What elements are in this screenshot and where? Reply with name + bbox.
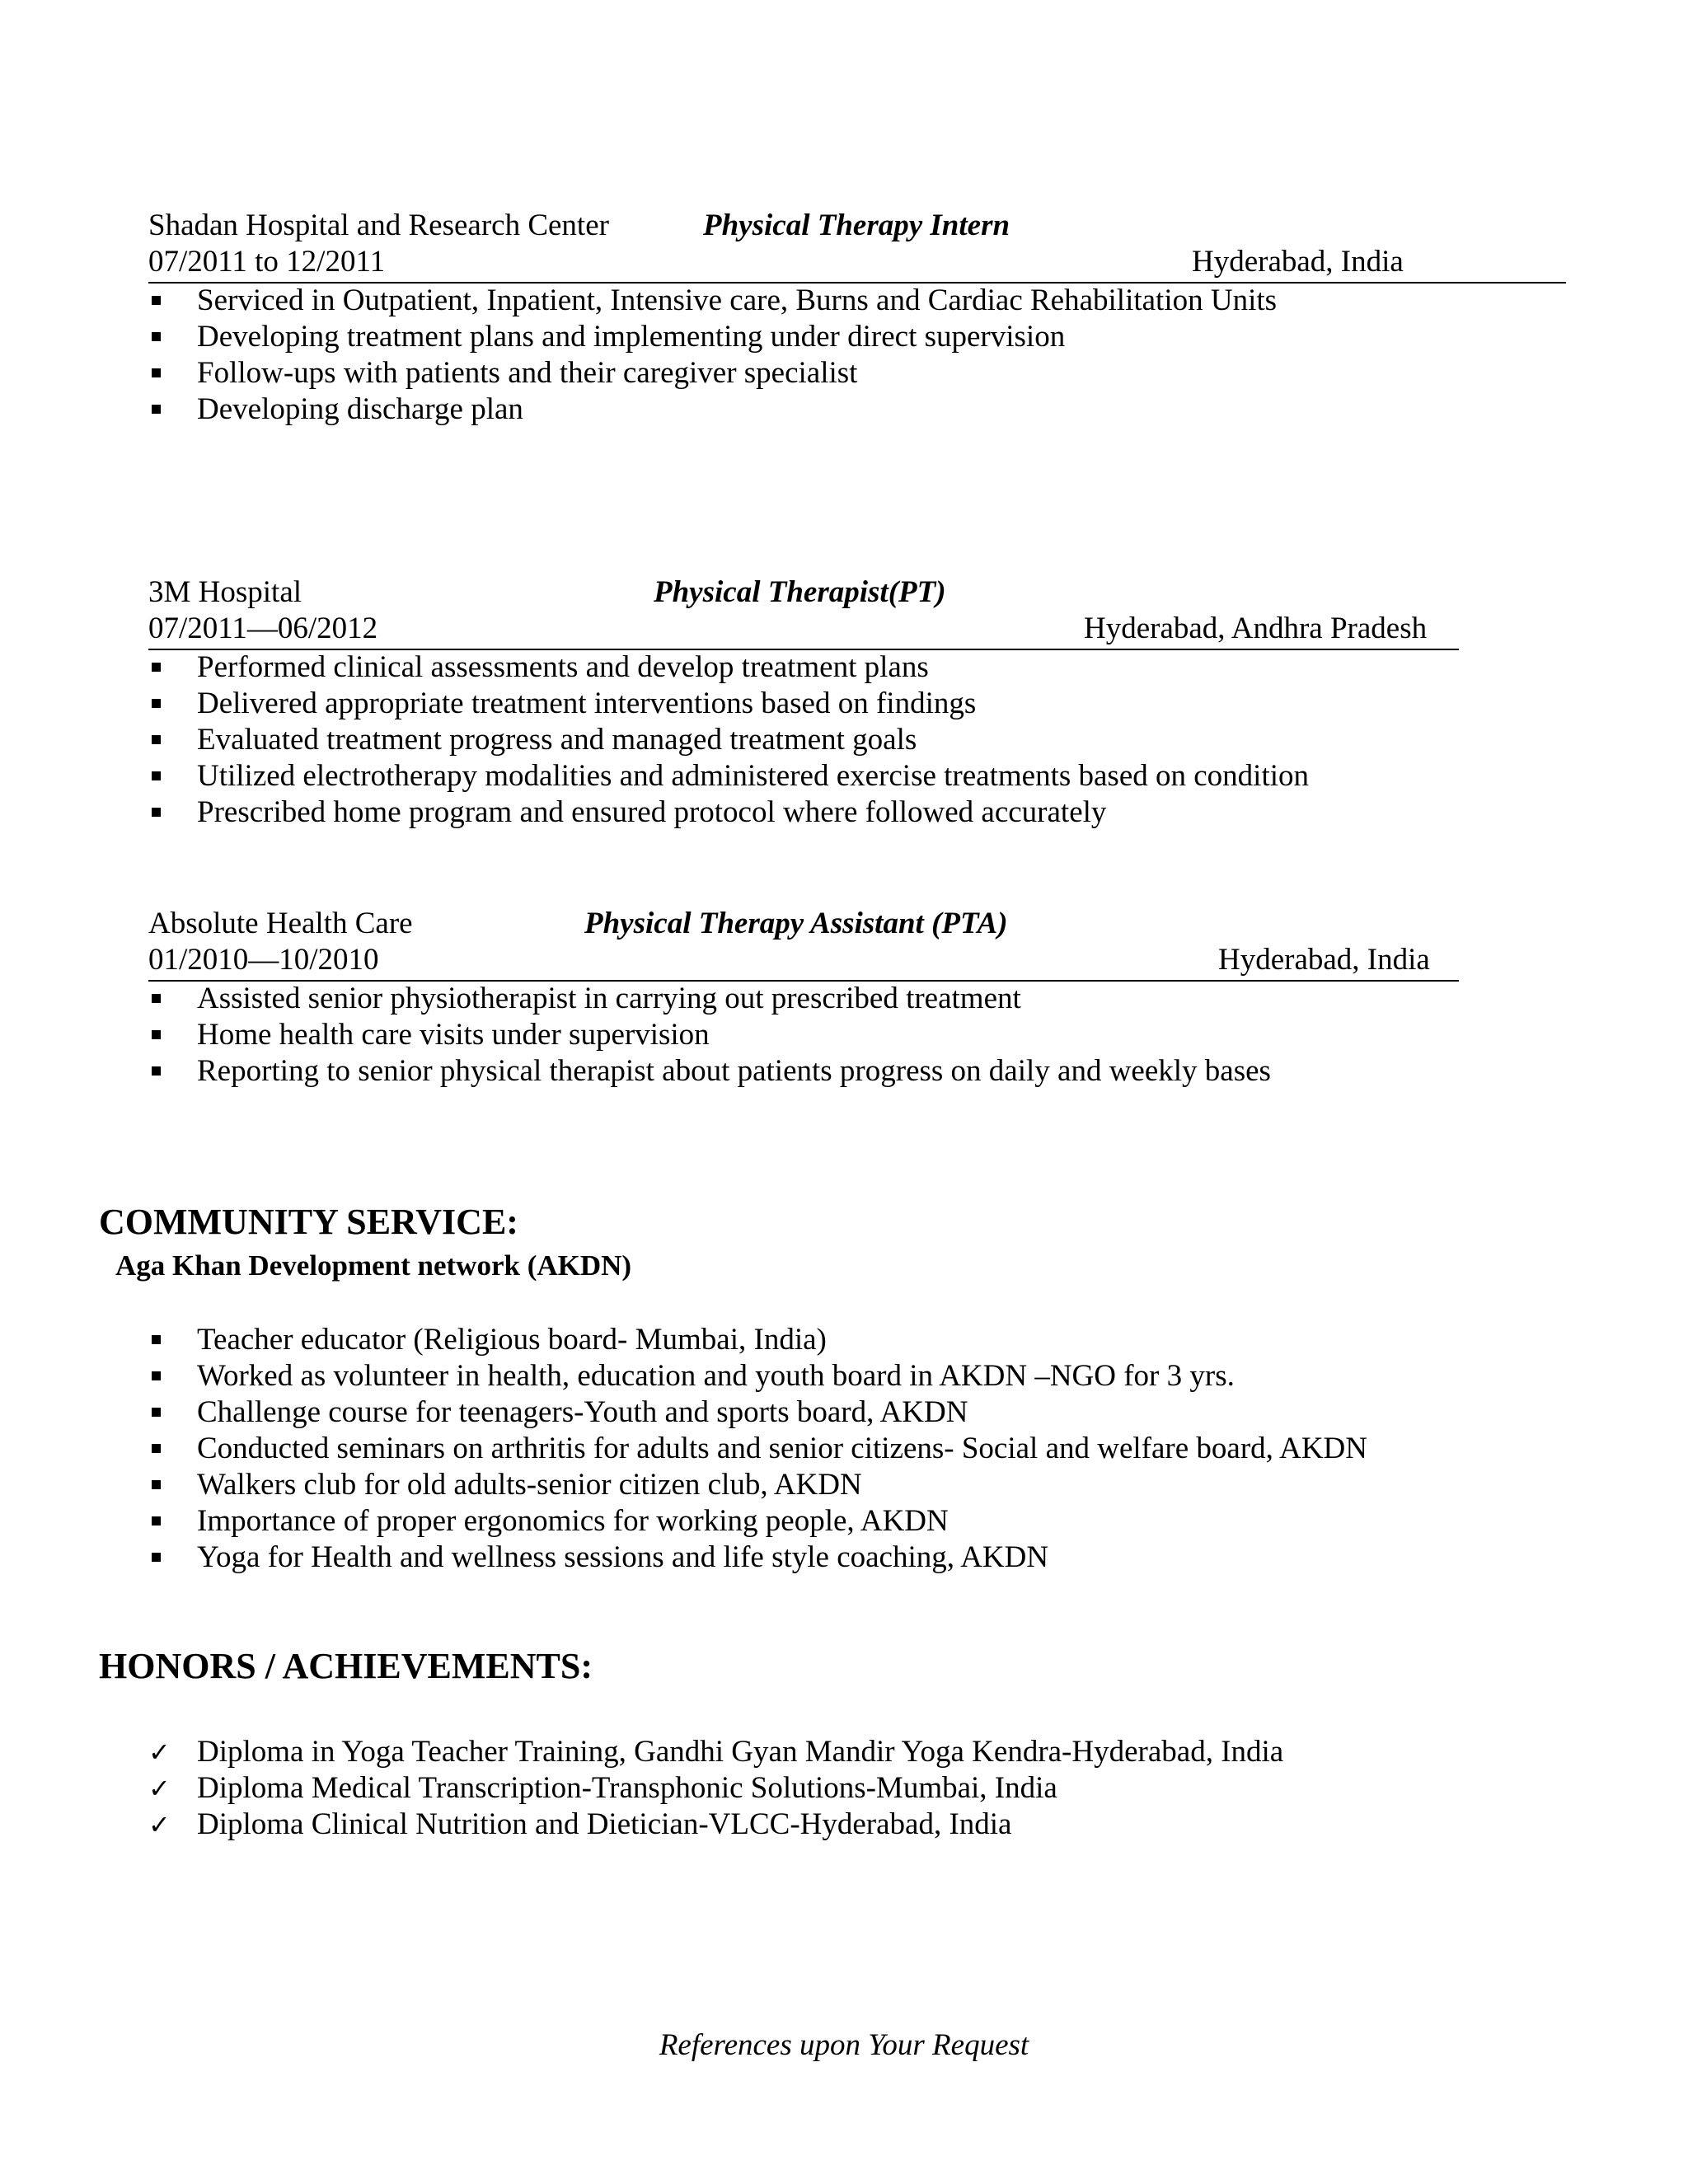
job-2-org: 3M Hospital <box>148 575 302 609</box>
list-item: Assisted senior physiotherapist in carrying out prescribed treatment <box>197 982 1021 1015</box>
list-item: Yoga for Health and wellness sessions and life style coaching, AKDN <box>197 1540 1049 1574</box>
list-item: Worked as volunteer in health, education and youth board in AKDN –NGO for 3 yrs. <box>197 1359 1235 1393</box>
job-3-location: Hyderabad, India <box>1218 943 1430 977</box>
list-item: Serviced in Outpatient, Inpatient, Intensive care, Burns and Cardiac Rehabilitation Units <box>197 284 1278 317</box>
list-item: Home health care visits under supervision <box>197 1018 710 1052</box>
list-item: Developing discharge plan <box>197 392 523 426</box>
job-3-org: Absolute Health Care <box>148 907 413 940</box>
checkmark-icon: ✓ <box>148 1736 171 1768</box>
community-service-bullets <box>148 1322 1367 1576</box>
list-item: Delivered appropriate treatment interventions based on findings <box>197 687 977 720</box>
job-3-bullets <box>148 981 1271 1090</box>
job-2-bullets <box>148 649 1309 831</box>
list-item: Evaluated treatment progress and managed treatment goals <box>197 723 917 757</box>
list-item: ✓ Diploma Medical Transcription-Transphonic Solutions-Mumbai, India <box>148 1771 1057 1805</box>
community-service-org: Aga Khan Development network (AKDN) <box>115 1249 632 1282</box>
checkmark-icon: ✓ <box>148 1773 171 1804</box>
references-footer: References upon Your Request <box>659 2028 1029 2062</box>
checkmark-icon: ✓ <box>148 1809 171 1840</box>
list-item: Follow-ups with patients and their caregiver specialist <box>197 356 858 390</box>
job-1-bullets <box>148 283 1277 428</box>
list-item: Performed clinical assessments and develop treatment plans <box>197 650 929 684</box>
list-item: Developing treatment plans and implementing under direct supervision <box>197 320 1066 354</box>
list-item: Conducted seminars on arthritis for adults and senior citizens- Social and welfare board, AKDN <box>197 1432 1368 1465</box>
list-item: ✓ Diploma in Yoga Teacher Training, Gandhi Gyan Mandir Yoga Kendra-Hyderabad, India <box>148 1735 1284 1769</box>
list-item: Prescribed home program and ensured protocol where followed accurately <box>197 795 1107 829</box>
list-item: Walkers club for old adults-senior citizen club, AKDN <box>197 1468 862 1502</box>
community-service-heading: COMMUNITY SERVICE: <box>99 1202 518 1242</box>
job-2-title: Physical Therapist(PT) <box>654 575 946 609</box>
job-1-dates: 07/2011 to 12/2011 <box>148 245 386 279</box>
list-item: ✓ Diploma Clinical Nutrition and Dietician-VLCC-Hyderabad, India <box>148 1807 1012 1841</box>
job-3-title: Physical Therapy Assistant (PTA) <box>584 907 1008 940</box>
job-2-location: Hyderabad, Andhra Pradesh <box>1084 612 1428 645</box>
honors-heading: HONORS / ACHIEVEMENTS: <box>99 1646 593 1686</box>
list-item: Importance of proper ergonomics for working people, AKDN <box>197 1504 949 1538</box>
job-1-org: Shadan Hospital and Research Center <box>148 209 609 242</box>
list-item: Teacher educator (Religious board- Mumbai, India) <box>197 1323 827 1357</box>
list-item: Utilized electrotherapy modalities and administered exercise treatments based on condition <box>197 759 1310 793</box>
job-1-title: Physical Therapy Intern <box>703 209 1010 242</box>
honors-list <box>148 1734 1283 1843</box>
job-3-dates: 01/2010—10/2010 <box>148 943 379 977</box>
job-2-dates: 07/2011—06/2012 <box>148 612 378 645</box>
job-1-location: Hyderabad, India <box>1192 245 1404 279</box>
list-item: Challenge course for teenagers-Youth and sports board, AKDN <box>197 1395 968 1429</box>
list-item: Reporting to senior physical therapist about patients progress on daily and weekly bases <box>197 1054 1271 1088</box>
